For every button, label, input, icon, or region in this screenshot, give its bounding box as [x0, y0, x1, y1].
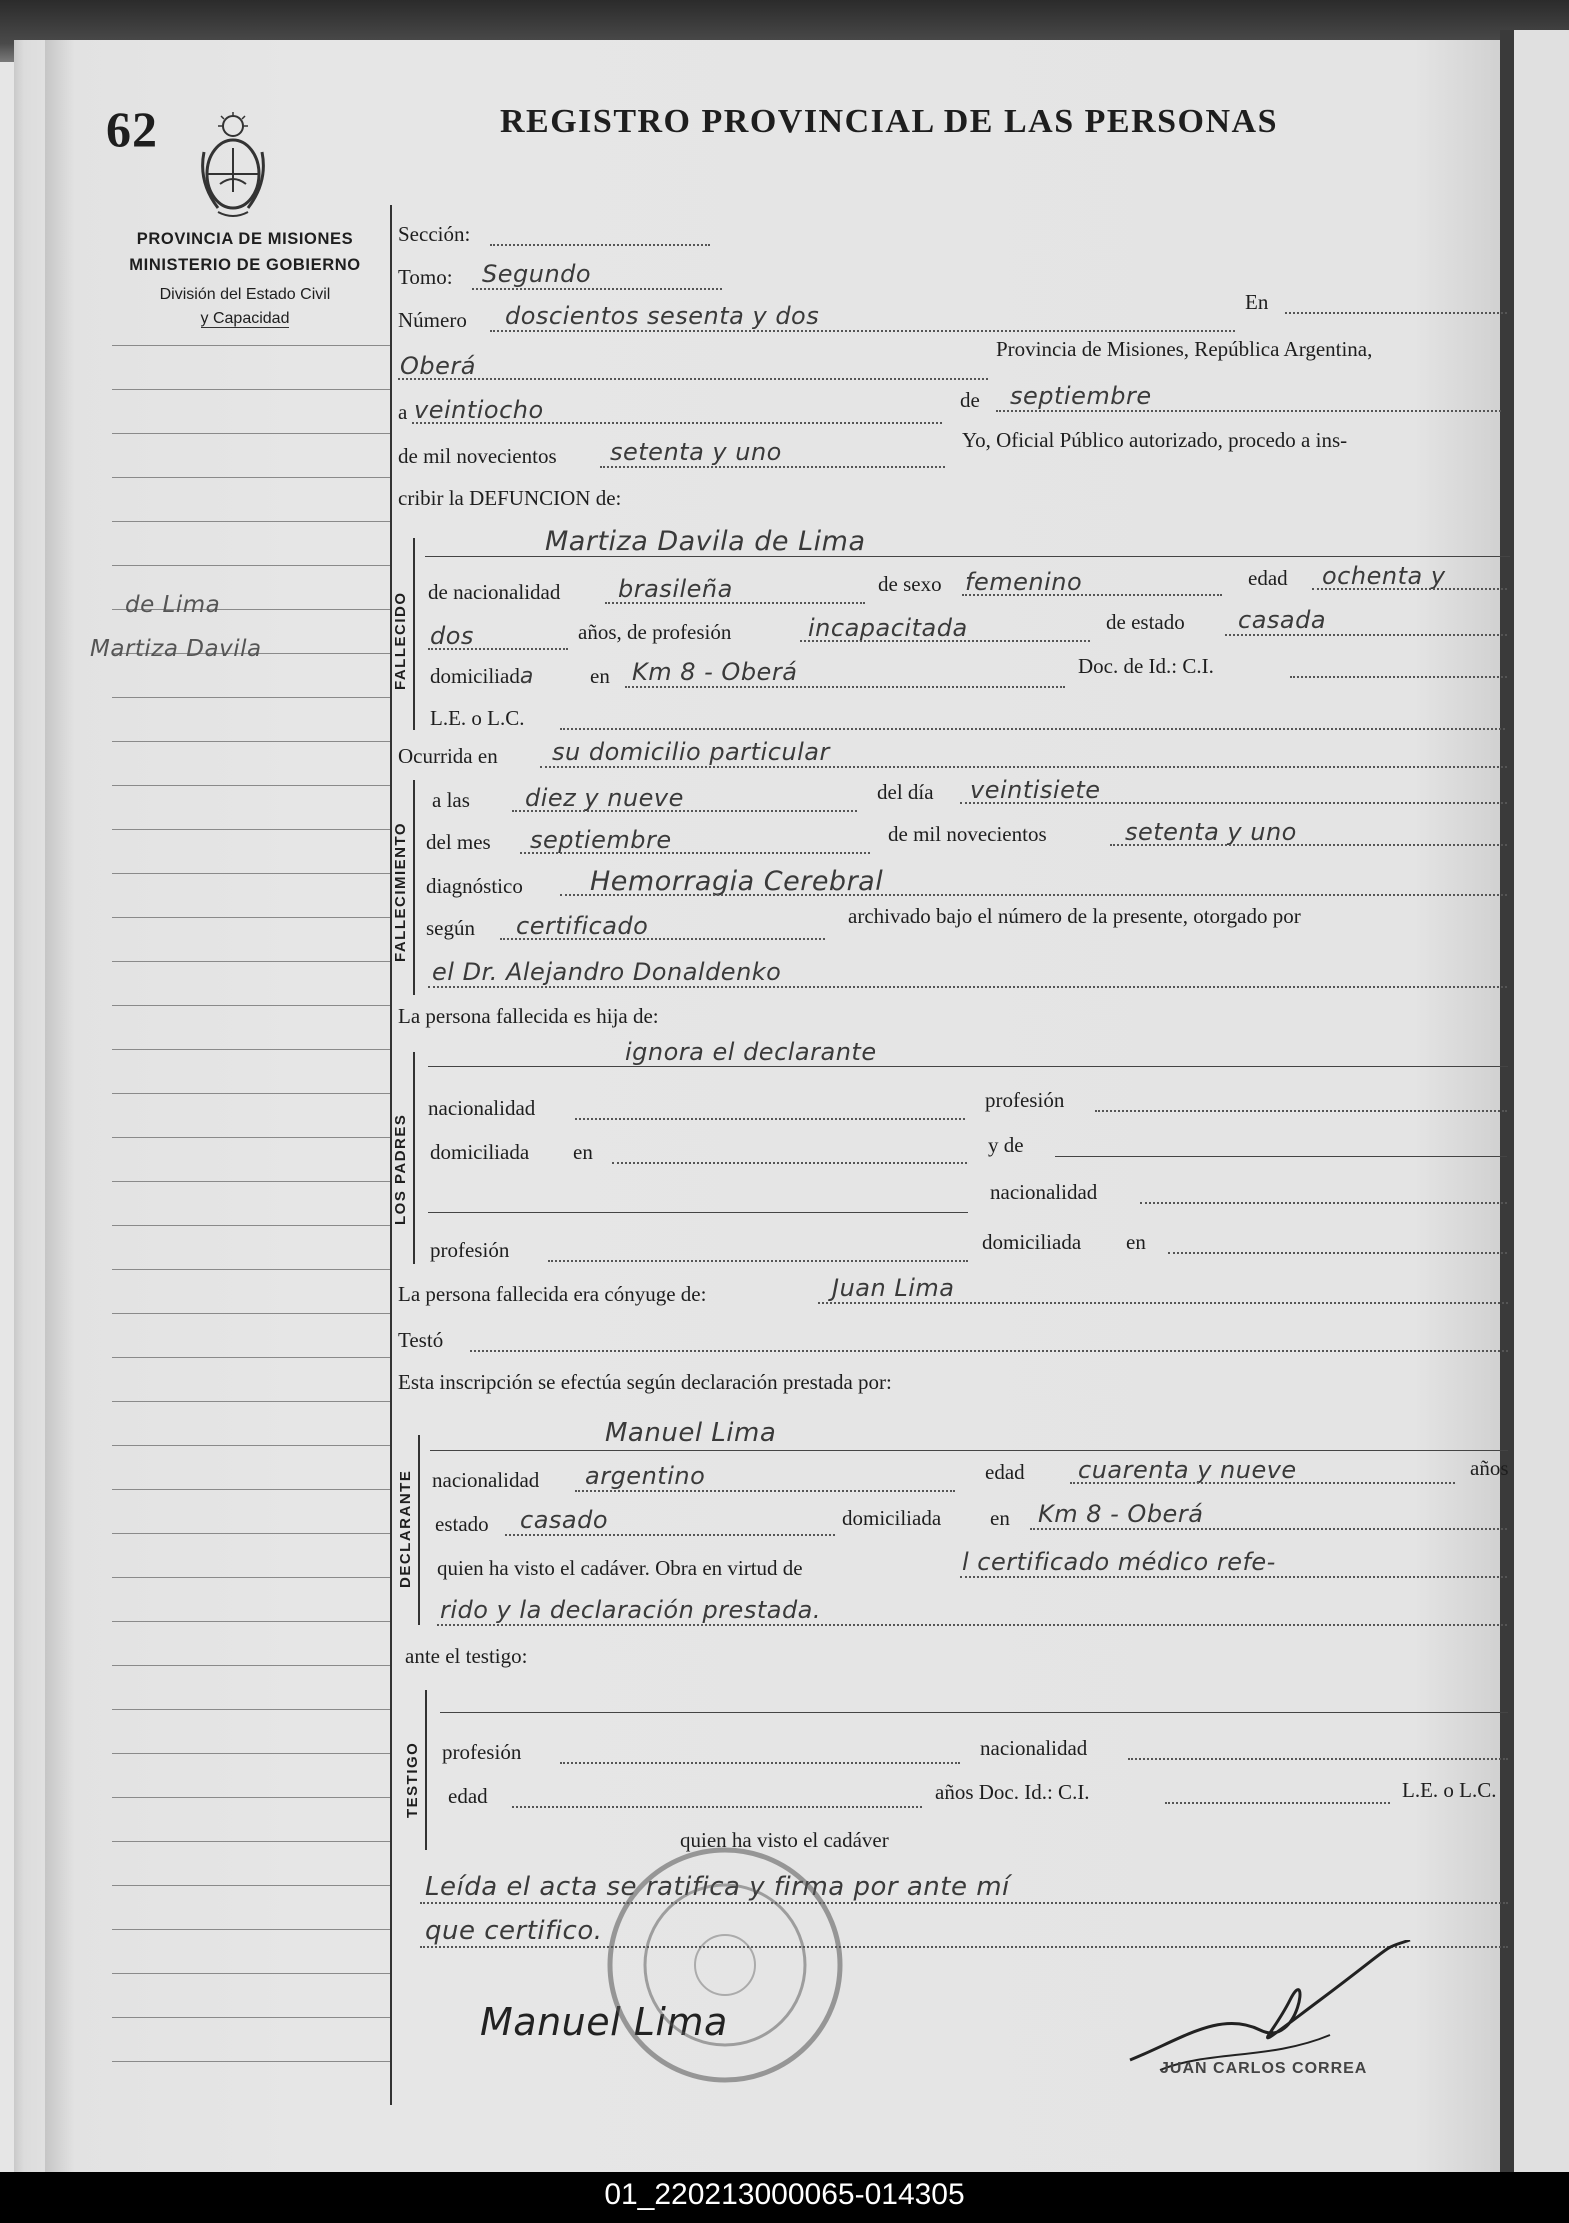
padre-profesion-label: profesión — [985, 1088, 1065, 1112]
declaracion-intro: Esta inscripción se efectúa según declaración prestada por: — [398, 1370, 892, 1394]
doc-id-label: Doc. de Id.: C.I. — [1078, 654, 1214, 678]
edad-value-2: dos — [430, 622, 474, 650]
ministry-name: MINISTERIO DE GOBIERNO — [129, 256, 361, 274]
a-las-label: a las — [432, 788, 470, 812]
mil-label: de mil novecientos — [888, 822, 1047, 846]
declarante-nacionalidad-label: nacionalidad — [432, 1468, 540, 1492]
madre-profesion-line — [548, 1260, 968, 1262]
numero-line — [490, 330, 1235, 332]
margin-rule — [112, 1709, 392, 1710]
coat-of-arms-icon — [196, 112, 270, 220]
declarante-signature: Manuel Lima — [480, 2000, 728, 2044]
margin-note-name: Martiza Davila — [90, 636, 262, 662]
margin-rule — [112, 345, 392, 346]
diagnostico-value: Hemorragia Cerebral — [590, 866, 884, 897]
place-line — [398, 378, 988, 380]
madre-domiciliada-en-label: en — [1126, 1230, 1146, 1254]
madre-profesion-label: profesión — [430, 1238, 510, 1262]
le-lc-label: L.E. o L.C. — [430, 706, 525, 730]
declarante-estado-value: casado — [520, 1506, 609, 1534]
margin-rule — [112, 1489, 392, 1490]
margin-rule — [112, 521, 392, 522]
edad-label: edad — [1248, 566, 1288, 590]
sexo-label: de sexo — [878, 572, 942, 596]
declarante-nacionalidad-line — [575, 1490, 955, 1492]
declarante-bracket — [418, 1435, 420, 1625]
declarante-domicilio-line — [1030, 1528, 1507, 1530]
margin-rule — [112, 1621, 392, 1622]
conyuge-value: Juan Lima — [832, 1274, 955, 1302]
testigo-bracket — [425, 1690, 427, 1850]
day-value: veintiocho — [414, 396, 544, 424]
closing-line-1: Leída el acta se ratifica y firma por ante mí — [425, 1872, 1010, 1902]
nacionalidad-label: de nacionalidad — [428, 580, 561, 604]
margin-rule — [112, 2061, 392, 2062]
sexo-value: femenino — [965, 568, 1083, 596]
margin-rule — [112, 1753, 392, 1754]
padre-nacionalidad-label: nacionalidad — [428, 1096, 536, 1120]
book-spine — [1500, 30, 1514, 2180]
mes-value: septiembre — [530, 826, 672, 854]
testo-label: Testó — [398, 1328, 444, 1352]
margin-rule — [112, 1973, 392, 1974]
margin-rule — [112, 1885, 392, 1886]
de-label: de — [960, 388, 980, 412]
le-lc-line — [560, 728, 1505, 730]
obra-value-2: rido y la declaración prestada. — [440, 1596, 822, 1624]
padre-nacionalidad-line — [575, 1118, 965, 1120]
testigo-doc-line — [1165, 1802, 1390, 1804]
closing-line-2: que certifico. — [425, 1916, 603, 1946]
closing-line-1-rule — [420, 1902, 1508, 1904]
sexo-line — [962, 594, 1222, 596]
domiciliad-label: domiciliada — [430, 664, 534, 689]
testigo-name-line — [440, 1712, 1508, 1713]
margin-rule — [112, 1313, 392, 1314]
conyuge-label: La persona fallecida era cónyuge de: — [398, 1282, 707, 1306]
a-label: a — [398, 400, 408, 424]
testigo-doc-label: años Doc. Id.: C.I. — [935, 1780, 1090, 1804]
doctor-value: el Dr. Alejandro Donaldenko — [432, 958, 782, 986]
margin-rule — [112, 1181, 392, 1182]
month-line — [996, 410, 1501, 412]
declarante-nacionalidad-value: argentino — [585, 1462, 706, 1490]
numero-label: Número — [398, 308, 467, 332]
margin-rule — [112, 1929, 392, 1930]
place-value: Oberá — [400, 352, 476, 380]
domicilio-en-label: en — [590, 664, 610, 688]
padre-domiciliada-en-label: en — [573, 1140, 593, 1164]
declarante-en-label: en — [990, 1506, 1010, 1530]
provincia-text: Provincia de Misiones, República Argentina, — [996, 337, 1373, 361]
deceased-name: Martiza Davila de Lima — [545, 526, 866, 557]
ano-value: setenta y uno — [1125, 818, 1297, 846]
margin-rule — [112, 829, 392, 830]
margin-rule — [112, 1049, 392, 1050]
seccion-line — [490, 244, 710, 246]
declarante-side-label: DECLARANTE — [397, 1469, 414, 1588]
margin-rule — [112, 1533, 392, 1534]
page-number: 62 — [106, 101, 158, 157]
madre-domiciliada-label: domiciliada — [982, 1230, 1082, 1254]
del-mes-label: del mes — [426, 830, 491, 854]
margin-rule — [112, 1225, 392, 1226]
margin-rule — [112, 873, 392, 874]
padres-side-label: LOS PADRES — [392, 1113, 409, 1225]
fallecimiento-side-label: FALLECIMIENTO — [392, 821, 409, 962]
diagnostico-line — [560, 894, 1507, 896]
margin-rule — [112, 1577, 392, 1578]
margin-rule — [112, 1093, 392, 1094]
official-stamp-text: JUAN CARLOS CORREA — [1160, 2060, 1368, 2077]
margin-rule — [112, 1137, 392, 1138]
profesion-value: incapacitada — [808, 614, 968, 642]
testo-line — [470, 1350, 1508, 1352]
hora-value: diez y nueve — [525, 784, 684, 812]
testigo-nacionalidad-label: nacionalidad — [980, 1736, 1088, 1760]
nacionalidad-value: brasileña — [618, 575, 733, 603]
margin-rule — [112, 1665, 392, 1666]
madre-nacionalidad-label: nacionalidad — [990, 1180, 1098, 1204]
ocurrida-line — [540, 766, 1507, 768]
margin-rule — [112, 741, 392, 742]
segun-value: certificado — [516, 912, 649, 940]
ocurrida-label: Ocurrida en — [398, 744, 498, 768]
tomo-value: Segundo — [482, 260, 592, 288]
y-de-label: y de — [988, 1133, 1024, 1157]
edad-value: ochenta y — [1322, 562, 1446, 590]
madre-nacionalidad-line — [1140, 1202, 1507, 1204]
obra-value: l certificado médico refe- — [962, 1548, 1276, 1576]
estado-line — [1225, 634, 1507, 636]
padres-intro: La persona fallecida es hija de: — [398, 1004, 659, 1028]
month-value: septiembre — [1010, 382, 1152, 410]
cribir-text: cribir la DEFUNCION de: — [398, 486, 622, 510]
padre-domicilio-line — [612, 1162, 967, 1164]
margin-rule — [112, 1357, 392, 1358]
declarante-edad-value: cuarenta y nueve — [1078, 1456, 1297, 1484]
padres-blank-line — [428, 1212, 968, 1213]
conyuge-line — [818, 1302, 1508, 1304]
estado-label: de estado — [1106, 610, 1185, 634]
testigo-profesion-line — [560, 1762, 960, 1764]
testigo-profesion-label: profesión — [442, 1740, 522, 1764]
dia-line — [960, 802, 1507, 804]
tomo-line — [472, 288, 722, 290]
declarante-name: Manuel Lima — [605, 1418, 777, 1448]
declarante-domiciliada-label: domiciliada — [842, 1506, 942, 1530]
year-line — [600, 466, 945, 468]
year-label: de mil novecientos — [398, 444, 557, 468]
margin-rule — [112, 961, 392, 962]
madre-name-line — [1055, 1156, 1507, 1157]
en-line — [1285, 312, 1507, 314]
archivado-text: archivado bajo el número de la presente, otorgado por — [848, 904, 1301, 928]
domicilio-line — [625, 686, 1065, 688]
padre-profesion-line — [1095, 1110, 1507, 1112]
province-name: PROVINCIA DE MISIONES — [136, 230, 354, 248]
edad-line-2 — [428, 648, 568, 650]
division-name-2: y Capacidad — [200, 310, 290, 327]
year-value: setenta y uno — [610, 438, 782, 466]
margin-rule — [112, 1445, 392, 1446]
margin-rule — [112, 1841, 392, 1842]
testigo-quien-text: quien ha visto el cadáver — [680, 1828, 889, 1852]
declarante-edad-line — [1070, 1482, 1455, 1484]
ocurrida-value: su domicilio particular — [552, 738, 830, 766]
margin-rule — [112, 477, 392, 478]
padre-value: ignora el declarante — [625, 1038, 877, 1066]
declarante-estado-line — [505, 1534, 835, 1536]
padre-name-line — [428, 1066, 1508, 1067]
estado-value: casada — [1238, 606, 1327, 634]
testigo-nacionalidad-line — [1128, 1758, 1508, 1760]
segun-line — [500, 938, 825, 940]
testigo-edad-label: edad — [448, 1784, 488, 1808]
declarante-domicilio-value: Km 8 - Oberá — [1038, 1500, 1204, 1528]
deceased-name-line — [425, 556, 1510, 557]
segun-label: según — [426, 916, 475, 940]
testigo-intro: ante el testigo: — [405, 1644, 528, 1668]
testigo-le-lc-label: L.E. o L.C. — [1402, 1778, 1497, 1802]
margin-rule — [112, 1401, 392, 1402]
ano-line — [1110, 844, 1507, 846]
mes-line — [520, 852, 870, 854]
margin-rule — [112, 1269, 392, 1270]
profesion-line — [800, 640, 1090, 642]
hora-line — [512, 810, 857, 812]
doc-id-line — [1290, 676, 1507, 678]
declarante-anos-label: años — [1470, 1456, 1509, 1480]
declarante-estado-label: estado — [435, 1512, 489, 1536]
anos-profesion-label: años, de profesión — [578, 620, 732, 644]
madre-domicilio-line — [1168, 1252, 1507, 1254]
testigo-side-label: TESTIGO — [404, 1741, 421, 1818]
division-name: División del Estado Civil — [159, 286, 331, 303]
fallecido-bracket — [413, 538, 415, 730]
fallecido-side-label: FALLECIDO — [392, 591, 409, 690]
official-seal-icon — [600, 1840, 850, 2090]
diagnostico-label: diagnóstico — [426, 874, 523, 898]
yo-text: Yo, Oficial Público autorizado, procedo a ins- — [962, 428, 1348, 452]
declarante-edad-label: edad — [985, 1460, 1025, 1484]
en-label: En — [1245, 290, 1269, 314]
day-line — [412, 422, 942, 424]
margin-rule — [112, 389, 392, 390]
official-signature-icon — [1120, 1940, 1420, 2080]
declarante-name-line — [430, 1450, 1508, 1451]
fallecimiento-bracket — [413, 780, 415, 995]
margin-rule — [112, 433, 392, 434]
scan-caption: 01_220213000065-014305 — [604, 2178, 965, 2211]
margin-note-surname: de Lima — [125, 592, 221, 618]
padres-bracket — [413, 1052, 415, 1264]
margin-rule — [112, 1797, 392, 1798]
tomo-label: Tomo: — [398, 265, 453, 289]
obra-line-2 — [437, 1624, 1507, 1626]
edad-line — [1312, 588, 1507, 590]
dia-value: veintisiete — [970, 776, 1101, 804]
margin-rule — [112, 697, 392, 698]
margin-rule — [112, 565, 392, 566]
margin-rule — [112, 2017, 392, 2018]
padre-domiciliada-label: domiciliada — [430, 1140, 530, 1164]
numero-value: doscientos sesenta y dos — [505, 302, 820, 330]
obra-line — [960, 1576, 1507, 1578]
margin-rule — [112, 1005, 392, 1006]
margin-rule — [112, 917, 392, 918]
nacionalidad-line — [605, 602, 865, 604]
adjacent-page — [1514, 30, 1569, 2180]
margin-rule — [112, 785, 392, 786]
doctor-line — [428, 986, 1507, 988]
page-fold-shadow — [45, 40, 75, 2172]
domicilio-value: Km 8 - Oberá — [632, 658, 798, 686]
del-dia-label: del día — [877, 780, 934, 804]
page-title: REGISTRO PROVINCIAL DE LAS PERSONAS — [500, 103, 1278, 140]
quien-obra-text: quien ha visto el cadáver. Obra en virtud de — [437, 1556, 803, 1580]
testigo-edad-line — [512, 1806, 922, 1808]
seccion-label: Sección: — [398, 222, 471, 246]
